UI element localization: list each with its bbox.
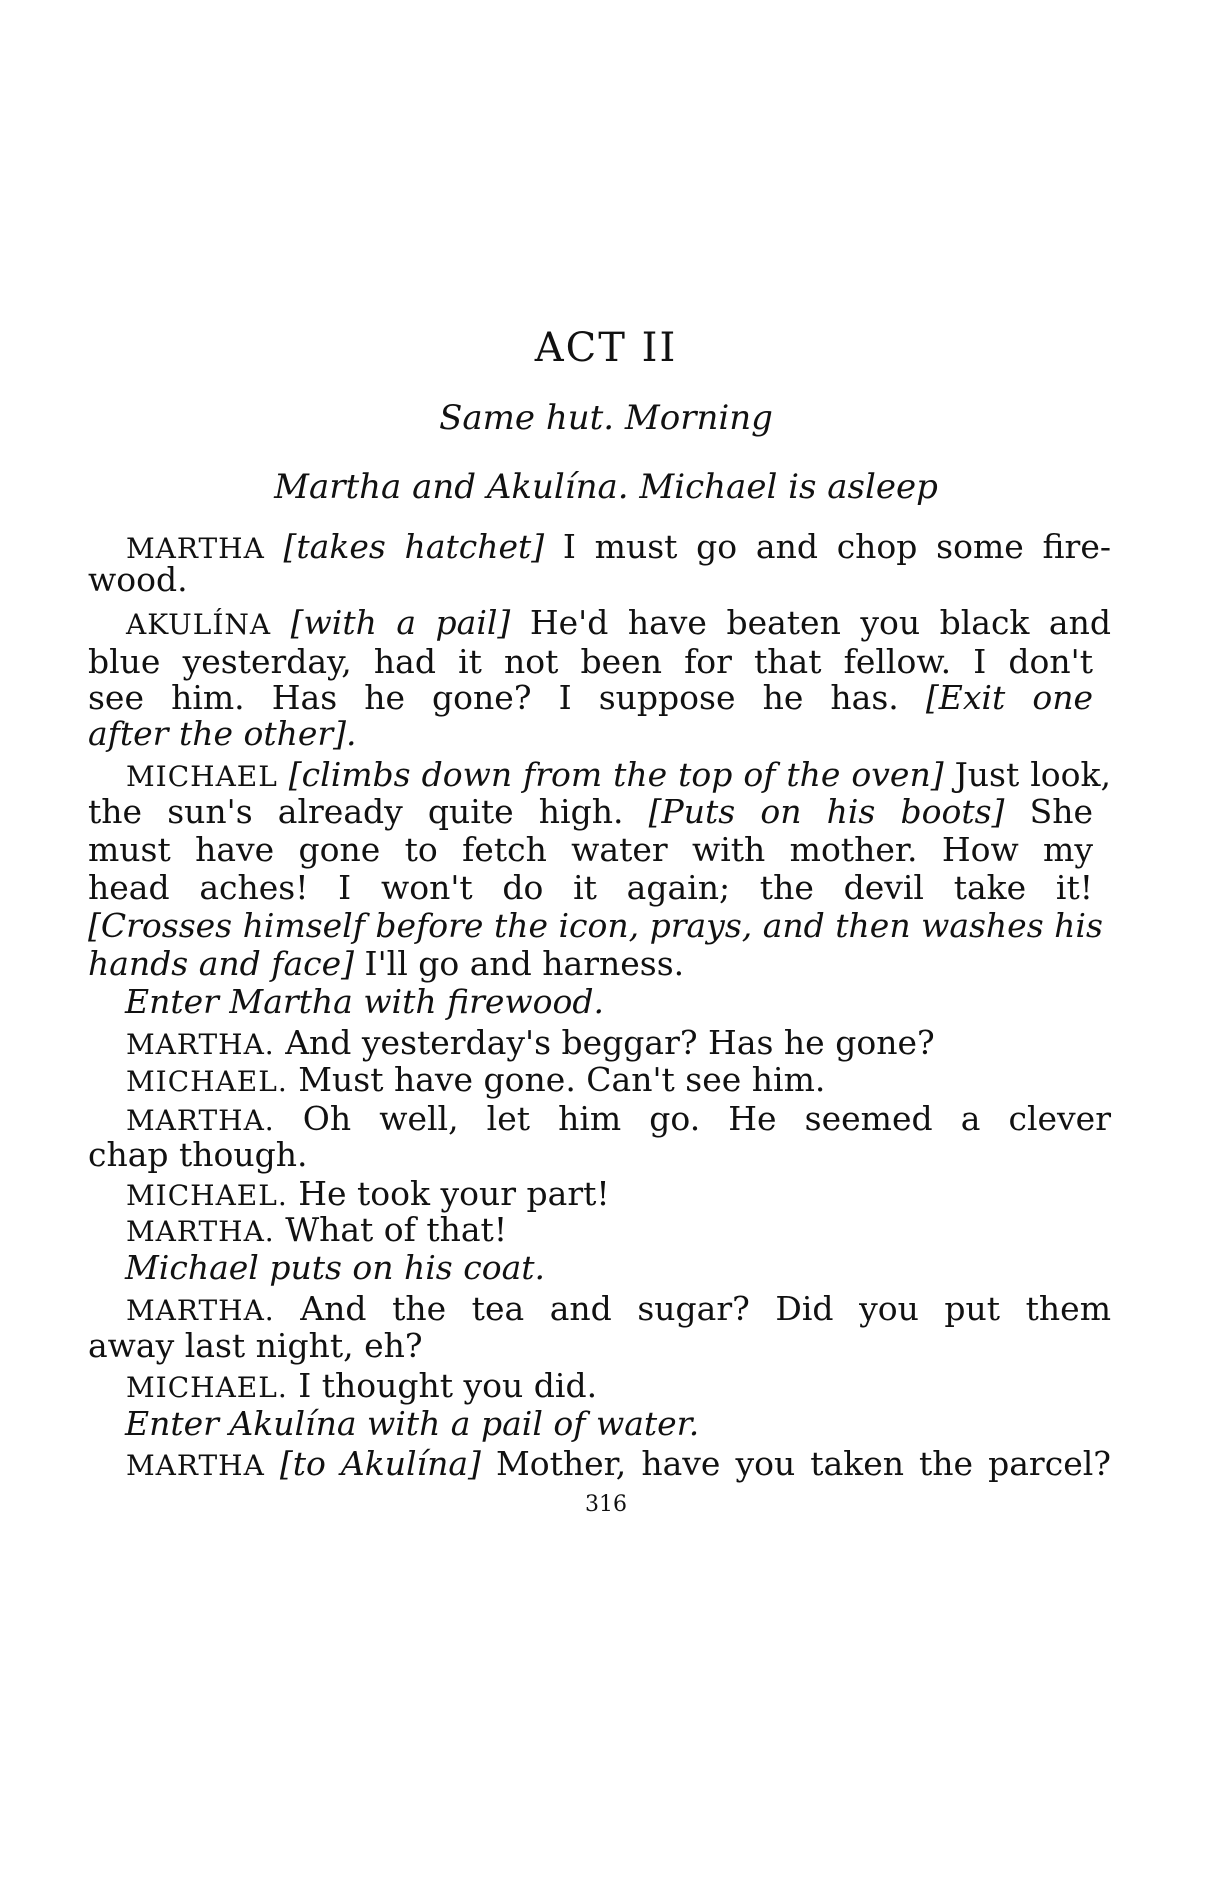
speech-text: must have gone to fetch water with mother. How my xyxy=(88,830,1093,869)
speech-line xyxy=(88,755,1111,797)
speech-line xyxy=(88,944,1093,984)
page-number: 316 xyxy=(585,1492,627,1517)
speech-text: away last night, eh? xyxy=(88,1326,423,1365)
act-title: ACT II xyxy=(534,325,678,371)
speech-line xyxy=(88,792,1093,832)
speaker-name: MARTHA. xyxy=(126,1028,275,1061)
speech-line xyxy=(88,1444,1111,1486)
speaker-name: MARTHA. xyxy=(126,1215,275,1248)
speech-text: Must have gone. Can't see him. xyxy=(298,1060,826,1099)
speech-line xyxy=(88,868,1093,908)
speaker-name: MICHAEL. xyxy=(126,1371,288,1404)
speaker-name: MICHAEL xyxy=(126,760,278,793)
speech-line xyxy=(88,1210,1111,1252)
speech-text: He took your part! xyxy=(298,1174,610,1213)
speech-line xyxy=(88,714,1093,754)
speech-text: head aches! I won't do it again; the devil take it! xyxy=(88,868,1093,907)
stage-direction: hands and face] xyxy=(88,944,355,983)
speech-line xyxy=(88,642,1093,682)
stage-direction-block: Enter Akulína with a pail of water. xyxy=(125,1404,700,1443)
speech-text: see him. Has he gone? I suppose he has. xyxy=(88,678,899,717)
speaker-name: MARTHA xyxy=(126,532,265,565)
speaker-name: MICHAEL. xyxy=(126,1065,288,1098)
speech-line xyxy=(88,678,1093,718)
speech-line xyxy=(88,906,1103,946)
speaker-name: MARTHA xyxy=(126,1449,265,1482)
speech-text: What of that! xyxy=(285,1210,508,1249)
speaker-name: MARTHA. xyxy=(126,1104,275,1137)
speaker-name: AKULÍNA xyxy=(126,608,272,641)
speech-text: blue yesterday, had it not been for that fellow. I don't xyxy=(88,642,1093,681)
speech-line xyxy=(88,1135,1093,1175)
stage-direction: [Crosses himself before the icon, prays, and then washes his xyxy=(88,906,1103,945)
stage-direction: [with a pail] xyxy=(290,603,511,642)
speech-text: And yesterday's beggar? Has he gone? xyxy=(285,1023,935,1062)
stage-direction: [Exit one xyxy=(925,678,1093,717)
speech-line xyxy=(88,560,1093,600)
speech-text: She xyxy=(1029,792,1093,831)
speech-text: the sun's already quite high. xyxy=(88,792,624,831)
stage-direction-block: Michael puts on his coat. xyxy=(125,1248,546,1287)
speech-text: wood. xyxy=(88,560,188,599)
speech-text: Mother, have you taken the parcel? xyxy=(495,1444,1111,1483)
speech-text: Oh well, let him go. He seemed a clever xyxy=(302,1099,1111,1138)
stage-direction: [Puts on his boots] xyxy=(648,792,1005,831)
speech-text: Just look, xyxy=(954,755,1111,794)
speech-text: He'd have beaten you black and xyxy=(529,603,1111,642)
speaker-name: MARTHA. xyxy=(126,1294,275,1327)
stage-direction: [to Akulína] xyxy=(279,1444,481,1483)
stage-direction: after the other]. xyxy=(88,714,357,753)
speech-line xyxy=(88,1326,1093,1366)
speech-text: I'll go and harness. xyxy=(364,944,685,983)
speech-line xyxy=(88,830,1093,870)
speech-text: chap though. xyxy=(88,1135,308,1174)
characters-present: Martha and Akulína. Michael is asleep xyxy=(274,467,938,507)
speech-text: I thought you did. xyxy=(298,1366,598,1405)
speech-text: And the tea and sugar? Did you put them xyxy=(300,1289,1111,1328)
speech-text: I must go and chop some fire- xyxy=(562,527,1111,566)
speech-line xyxy=(88,1060,1111,1102)
speech-line xyxy=(88,1366,1111,1408)
scene-setting: Same hut. Morning xyxy=(439,398,773,438)
speaker-name: MICHAEL. xyxy=(126,1179,288,1212)
speech-line xyxy=(88,1023,1111,1065)
stage-direction: [takes hatchet] xyxy=(283,527,545,566)
stage-direction-block: Enter Martha with firewood. xyxy=(125,982,605,1021)
stage-direction: [climbs down from the top of the oven] xyxy=(288,755,944,794)
speech-line xyxy=(88,1289,1111,1331)
speech-line xyxy=(88,603,1111,645)
